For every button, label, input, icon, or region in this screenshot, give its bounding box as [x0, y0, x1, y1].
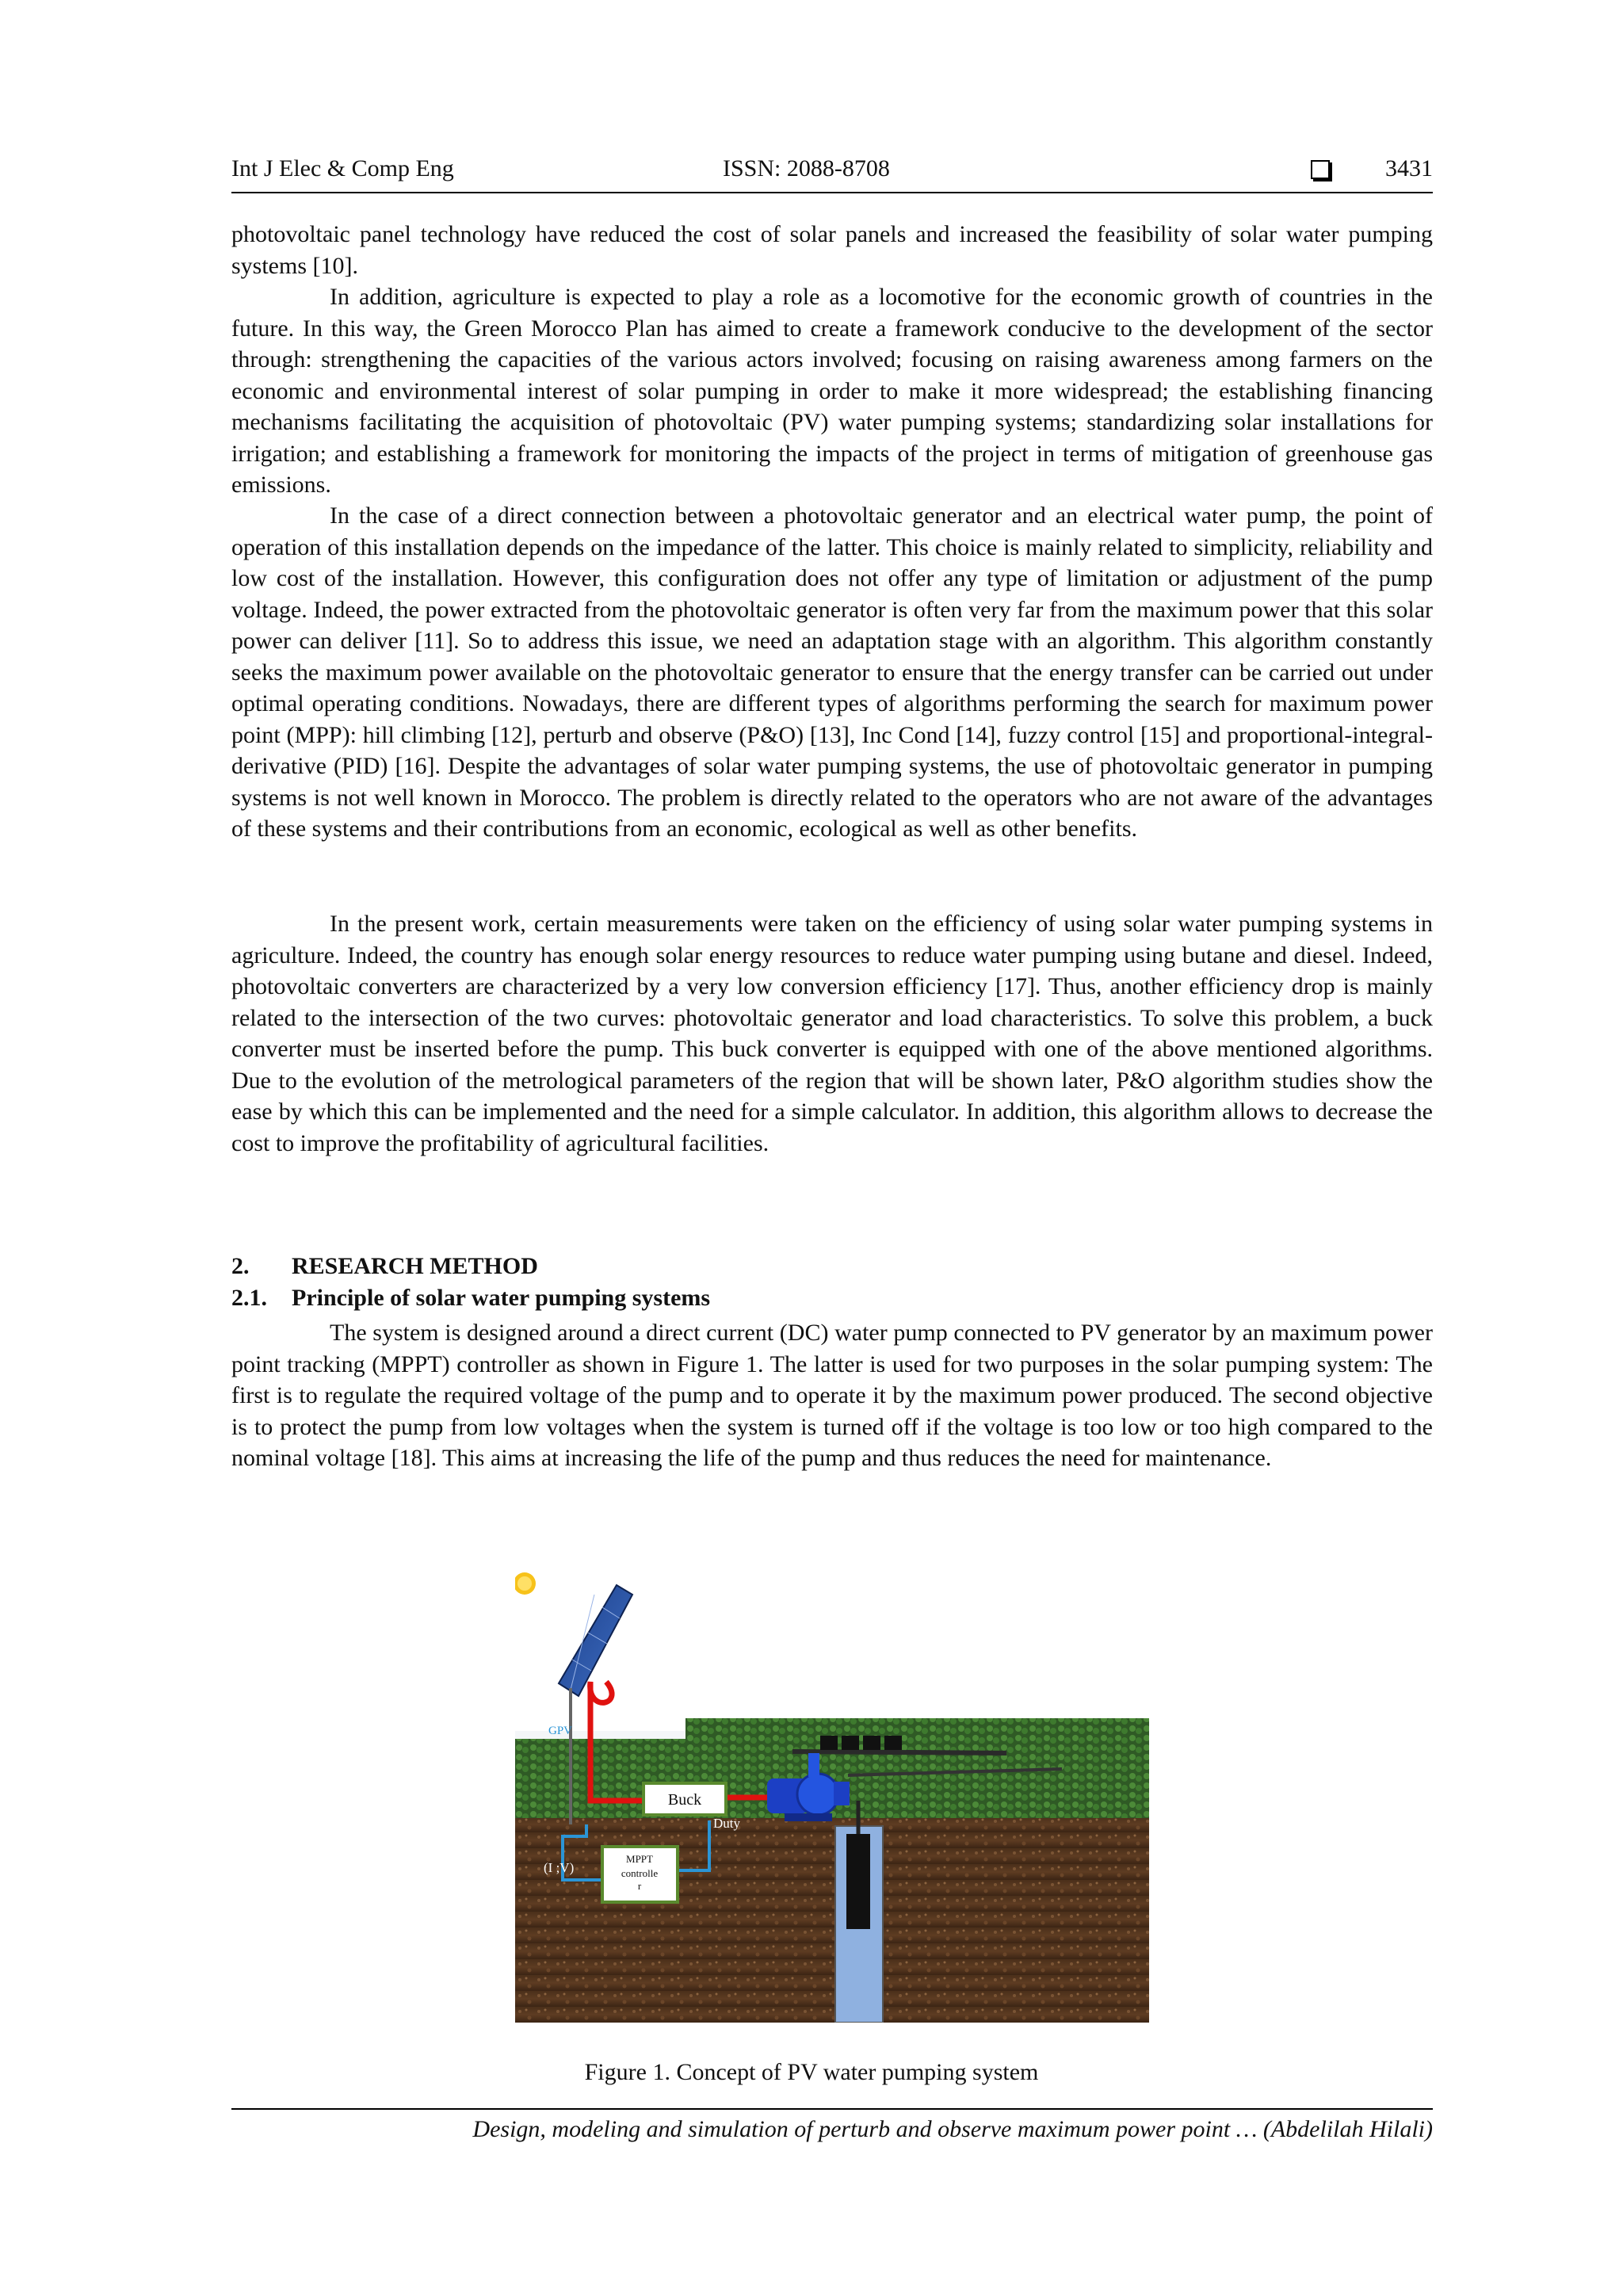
- mppt-label-line1: MPPT: [626, 1853, 653, 1865]
- page-header: [231, 155, 1433, 193]
- issn: ISSN: 2088-8708: [723, 155, 890, 181]
- well-pipe-icon: [835, 1801, 883, 2023]
- subsection-title: Principle of solar water pumping systems: [292, 1285, 711, 1311]
- page-footer: Design, modeling and simulation of perturb and observe maximum power point … (Abdelilah Hilali): [231, 2108, 1433, 2143]
- section-number: 2.: [231, 1253, 250, 1279]
- buck-label: Buck: [667, 1791, 702, 1809]
- iv-label: (I ;V): [544, 1860, 575, 1875]
- section-heading: [231, 1253, 538, 1280]
- mppt-label-line3: r: [637, 1880, 642, 1892]
- journal-name: Int J Elec & Comp Eng: [231, 155, 454, 181]
- paragraph-text: In the present work, certain measurements were taken on the efficiency of using solar water pumping systems in agriculture. Indeed, the country has enough solar energy resources to reduce water pumping using butane and diesel. Indeed, photovoltaic converters are characterized by a very low conversion efficiency [17]. Thus, another efficiency drop is mainly related to the intersection of the two curves: photovoltaic generator and load characteristics. To solve this problem, a buck converter must be inserted before the pump. This buck converter is equipped with one of the above mentioned algorithms. Due to the evolution of the metrological parameters of the region that will be shown later, P&O algorithm studies show the ease by which this can be implemented and the need for a simple calculator. In addition, this algorithm allows to decrease the cost to improve the profitability of agricultural facilities.: [231, 911, 1433, 1156]
- paragraph-agriculture: [231, 281, 1433, 501]
- section-title: RESEARCH METHOD: [292, 1253, 538, 1279]
- gpv-label: GPV: [548, 1725, 573, 1737]
- paragraph-direct-connection: [231, 500, 1433, 845]
- paragraph-present-work: [231, 908, 1433, 1159]
- paragraph-system-design: [231, 1317, 1433, 1474]
- crop-field-back: [685, 1718, 1149, 1818]
- page-number: 3431: [1385, 155, 1433, 181]
- figure-pv-pumping-diagram: [515, 1563, 1149, 2023]
- mppt-label-line2: controlle: [621, 1867, 659, 1879]
- paragraph-text: photovoltaic panel technology have reduced the cost of solar panels and increased the feasibility of solar water pumping systems [10].: [231, 221, 1433, 279]
- paragraph-continuation: [231, 219, 1433, 281]
- paragraph-text: In the case of a direct connection between a photovoltaic generator and an electrical water pump, the point of operation of this installation depends on the impedance of the latter. This choice is mainly related to simplicity, reliability and low cost of the installation. However, this configuration does not offer any type of limitation or adjustment of the pump voltage. Indeed, the power extracted from the photovoltaic generator is often very far from the maximum power that this solar power can deliver [11]. So to address this issue, we need an adaptation stage with an algorithm. This algorithm constantly seeks the maximum power available on the photovoltaic generator to ensure that the energy transfer can be carried out under optimal operating conditions. Nowadays, there are different types of algorithms performing the search for maximum power point (MPP): hill climbing [12], perturb and observe (P&O) [13], Inc Cond [14], fuzzy control [15] and proportional-integral-derivative (PID) [16]. Despite the advantages of solar water pumping systems, the use of photovoltaic generator in pumping systems is not well known in Morocco. The problem is directly related to the operators who are not aware of the advantages of these systems and their contributions from an economic, ecological as well as other benefits.: [231, 502, 1433, 842]
- paragraph-text: The system is designed around a direct current (DC) water pump connected to PV generator by an maximum power point tracking (MPPT) controller as shown in Figure 1. The latter is used for two purposes in the solar pumping system: The first is to regulate the required voltage of the pump and to operate it by the maximum power produced. The second objective is to protect the pump from low voltages when the system is turned off if the voltage is too low or too high compared to the nominal voltage [18]. This aims at increasing the life of the pump and thus reduces the need for maintenance.: [231, 1320, 1433, 1471]
- checkbox-square-icon: [1311, 160, 1330, 179]
- paragraph-text: In addition, agriculture is expected to play a role as a locomotive for the economic growth of countries in the future. In this way, the Green Morocco Plan has aimed to create a framework conducive to the development of the sector through: strengthening the capacities of the various actors involved; focusing on raising awareness among farmers on the economic and environmental interest of solar pumping in order to make it more widespread; the establishing financing mechanisms facilitating the acquisition of photovoltaic (PV) water pumping systems; standardizing solar installations for irrigation; and establishing a framework for monitoring the impacts of the project in terms of mitigation of greenhouse gas emissions.: [231, 284, 1433, 498]
- subsection-number: 2.1.: [231, 1285, 267, 1311]
- duty-label: Duty: [713, 1816, 740, 1831]
- subsection-heading: [231, 1285, 710, 1312]
- pv-pumping-illustration: [515, 1563, 1149, 2023]
- sun-icon: [515, 1572, 536, 1595]
- figure-caption: Figure 1. Concept of PV water pumping system: [584, 2059, 1039, 2085]
